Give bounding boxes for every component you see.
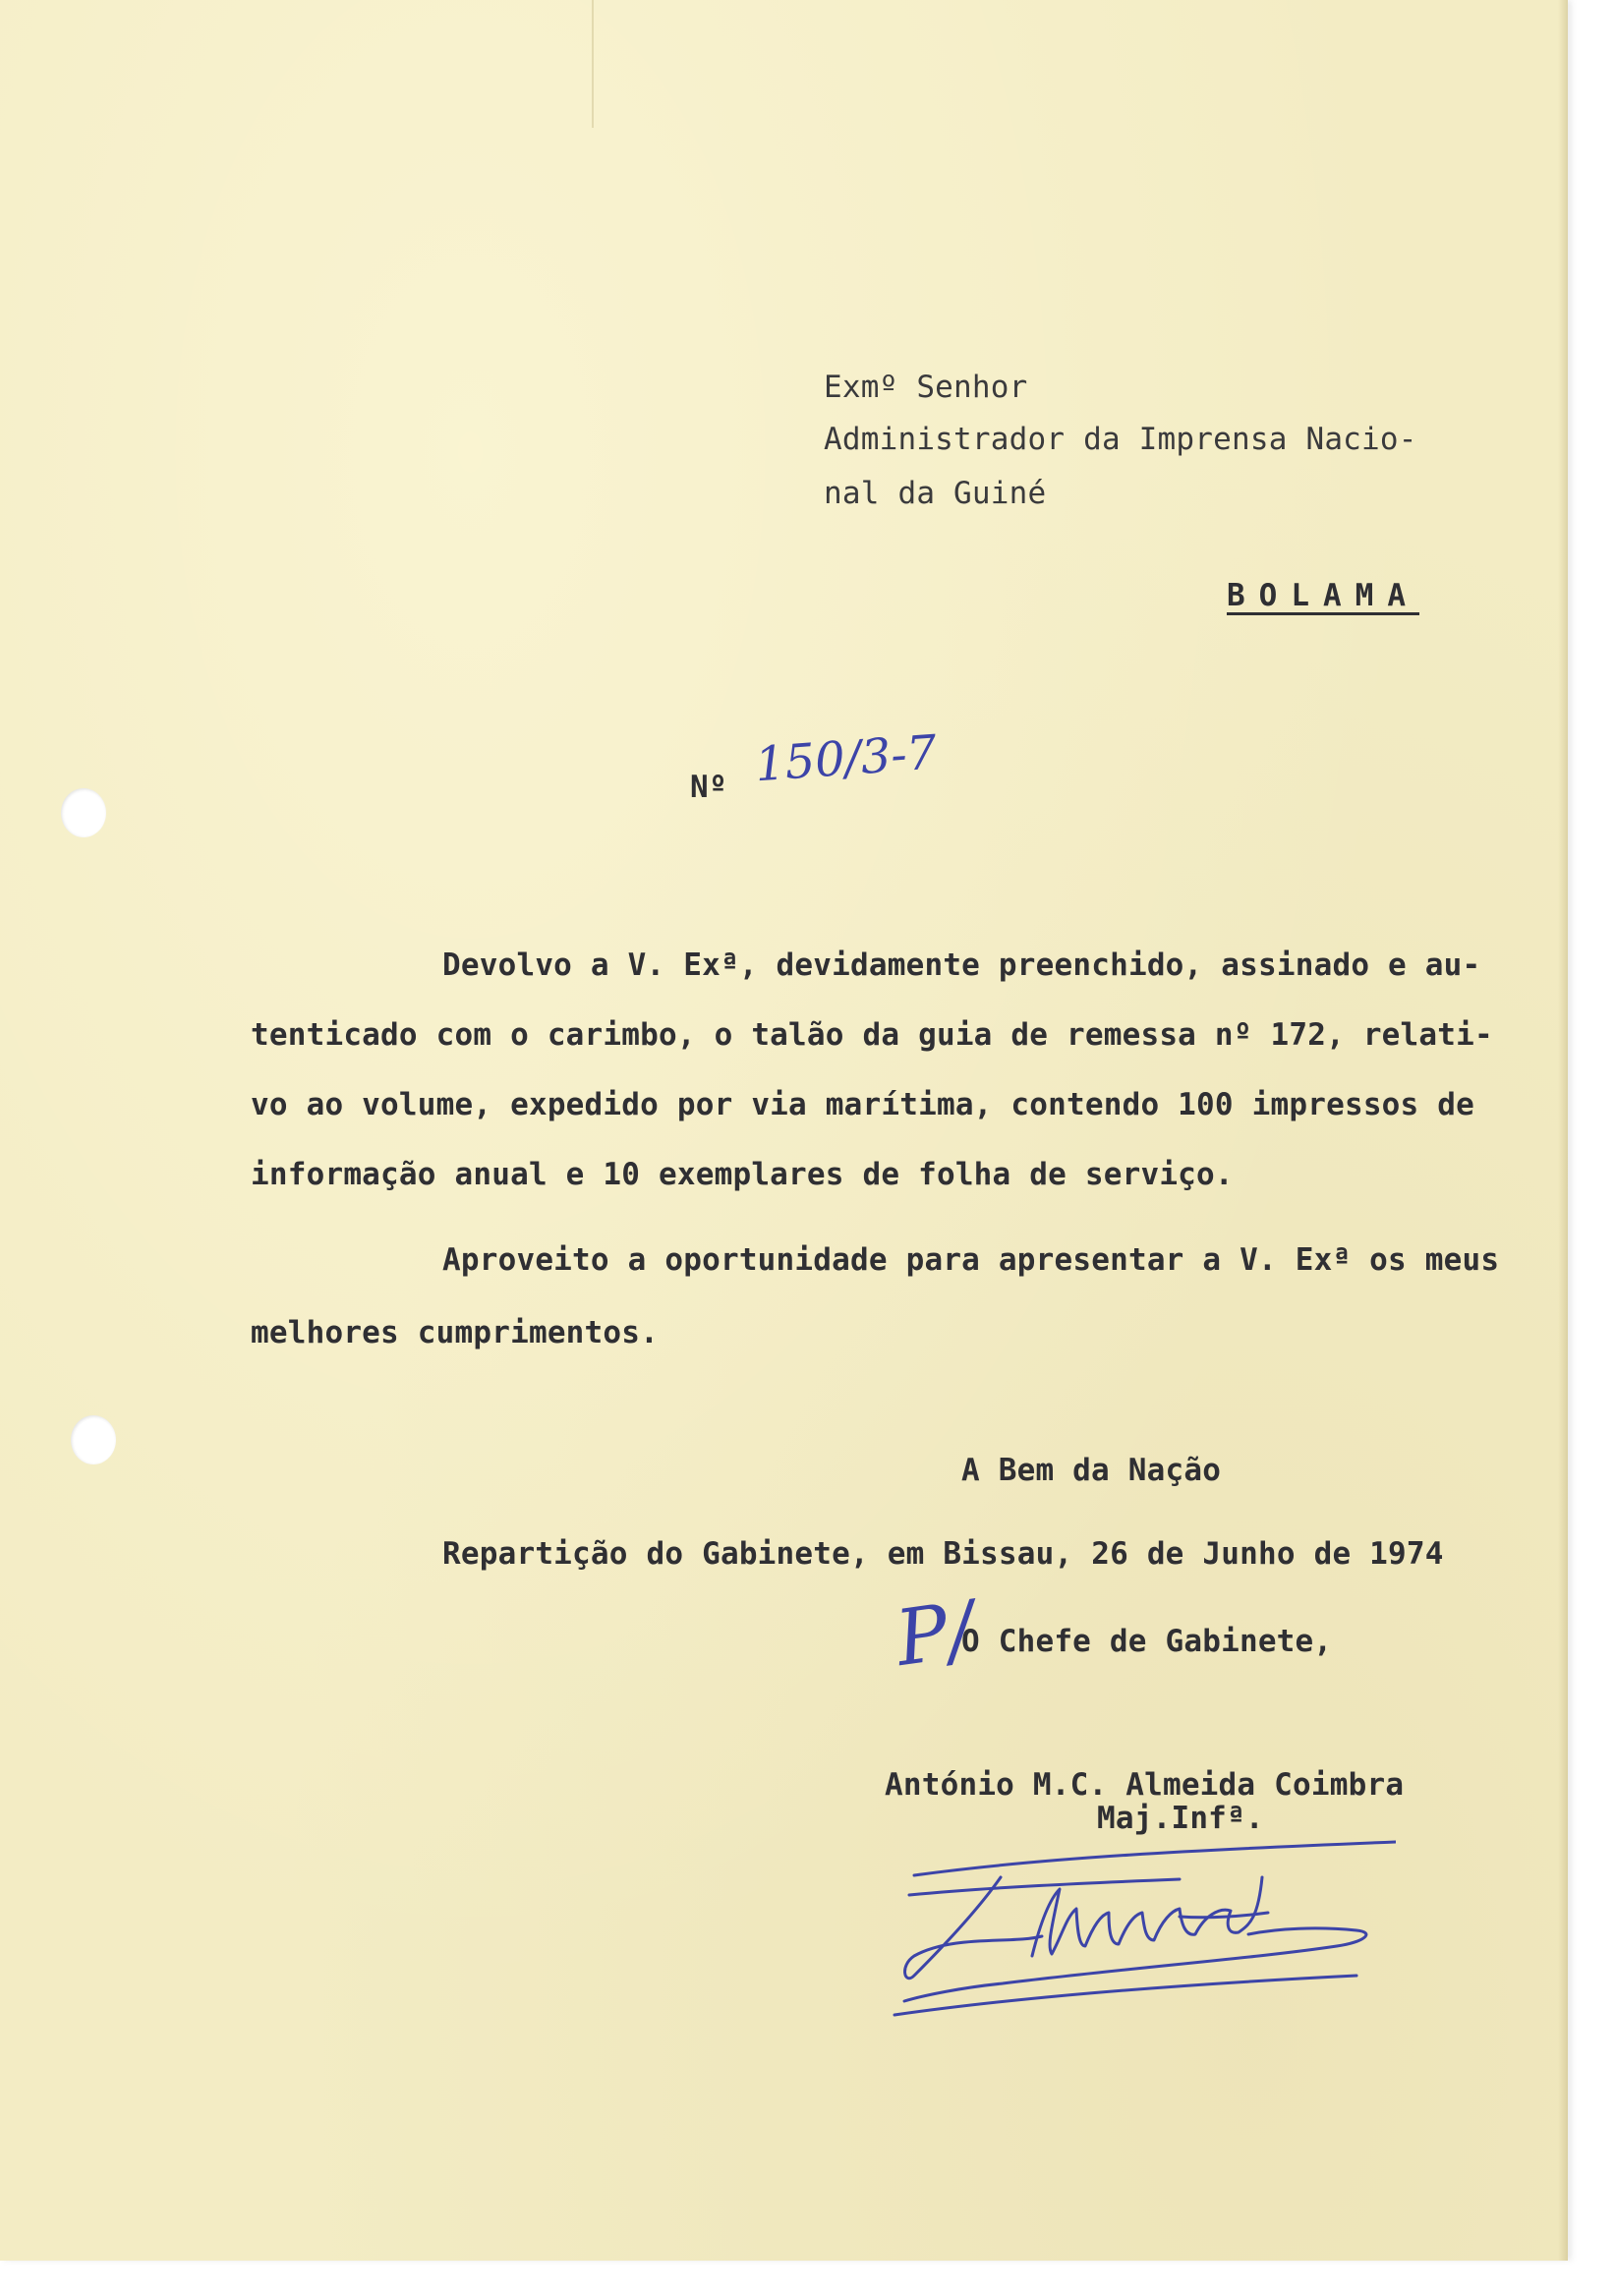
punch-hole bbox=[61, 788, 106, 837]
addressee-line-2: nal da Guiné bbox=[824, 476, 1047, 511]
body-paragraph-1-line-2: tenticado com o carimbo, o talão da guia de remessa nº 172, relati- bbox=[251, 1017, 1493, 1053]
body-paragraph-1-line-1: Devolvo a V. Exª, devidamente preenchido, assinado e au- bbox=[442, 947, 1481, 983]
handwritten-reference-number: 150/3-7 bbox=[753, 724, 939, 793]
reference-label: Nº bbox=[690, 770, 727, 805]
closing-place-date: Repartição do Gabinete, em Bissau, 26 de Junho de 1974 bbox=[442, 1536, 1444, 1572]
body-paragraph-2-line-2: melhores cumprimentos. bbox=[251, 1315, 659, 1350]
addressee-salutation: Exmº Senhor bbox=[824, 370, 1028, 405]
punch-hole bbox=[71, 1415, 116, 1464]
handwritten-pp-mark: P/ bbox=[891, 1584, 980, 1685]
signatory-rank: Maj.Infª. bbox=[1097, 1801, 1264, 1836]
handwritten-signature bbox=[885, 1818, 1396, 2044]
addressee-line-1: Administrador da Imprensa Nacio- bbox=[824, 422, 1417, 457]
signatory-name: António M.C. Almeida Coimbra bbox=[885, 1767, 1405, 1803]
body-paragraph-2-line-1: Aproveito a oportunidade para apresentar a V. Exª os meus bbox=[442, 1242, 1500, 1278]
closing-motto: A Bem da Nação bbox=[961, 1453, 1222, 1488]
body-paragraph-1-line-3: vo ao volume, expedido por via marítima, contendo 100 impressos de bbox=[251, 1087, 1474, 1122]
paper-fold-mark bbox=[592, 0, 594, 128]
body-paragraph-1-line-4: informação anual e 10 exemplares de folha de serviço. bbox=[251, 1157, 1234, 1192]
addressee-city: BOLAMA bbox=[1227, 578, 1419, 613]
closing-role: O Chefe de Gabinete, bbox=[961, 1624, 1333, 1659]
